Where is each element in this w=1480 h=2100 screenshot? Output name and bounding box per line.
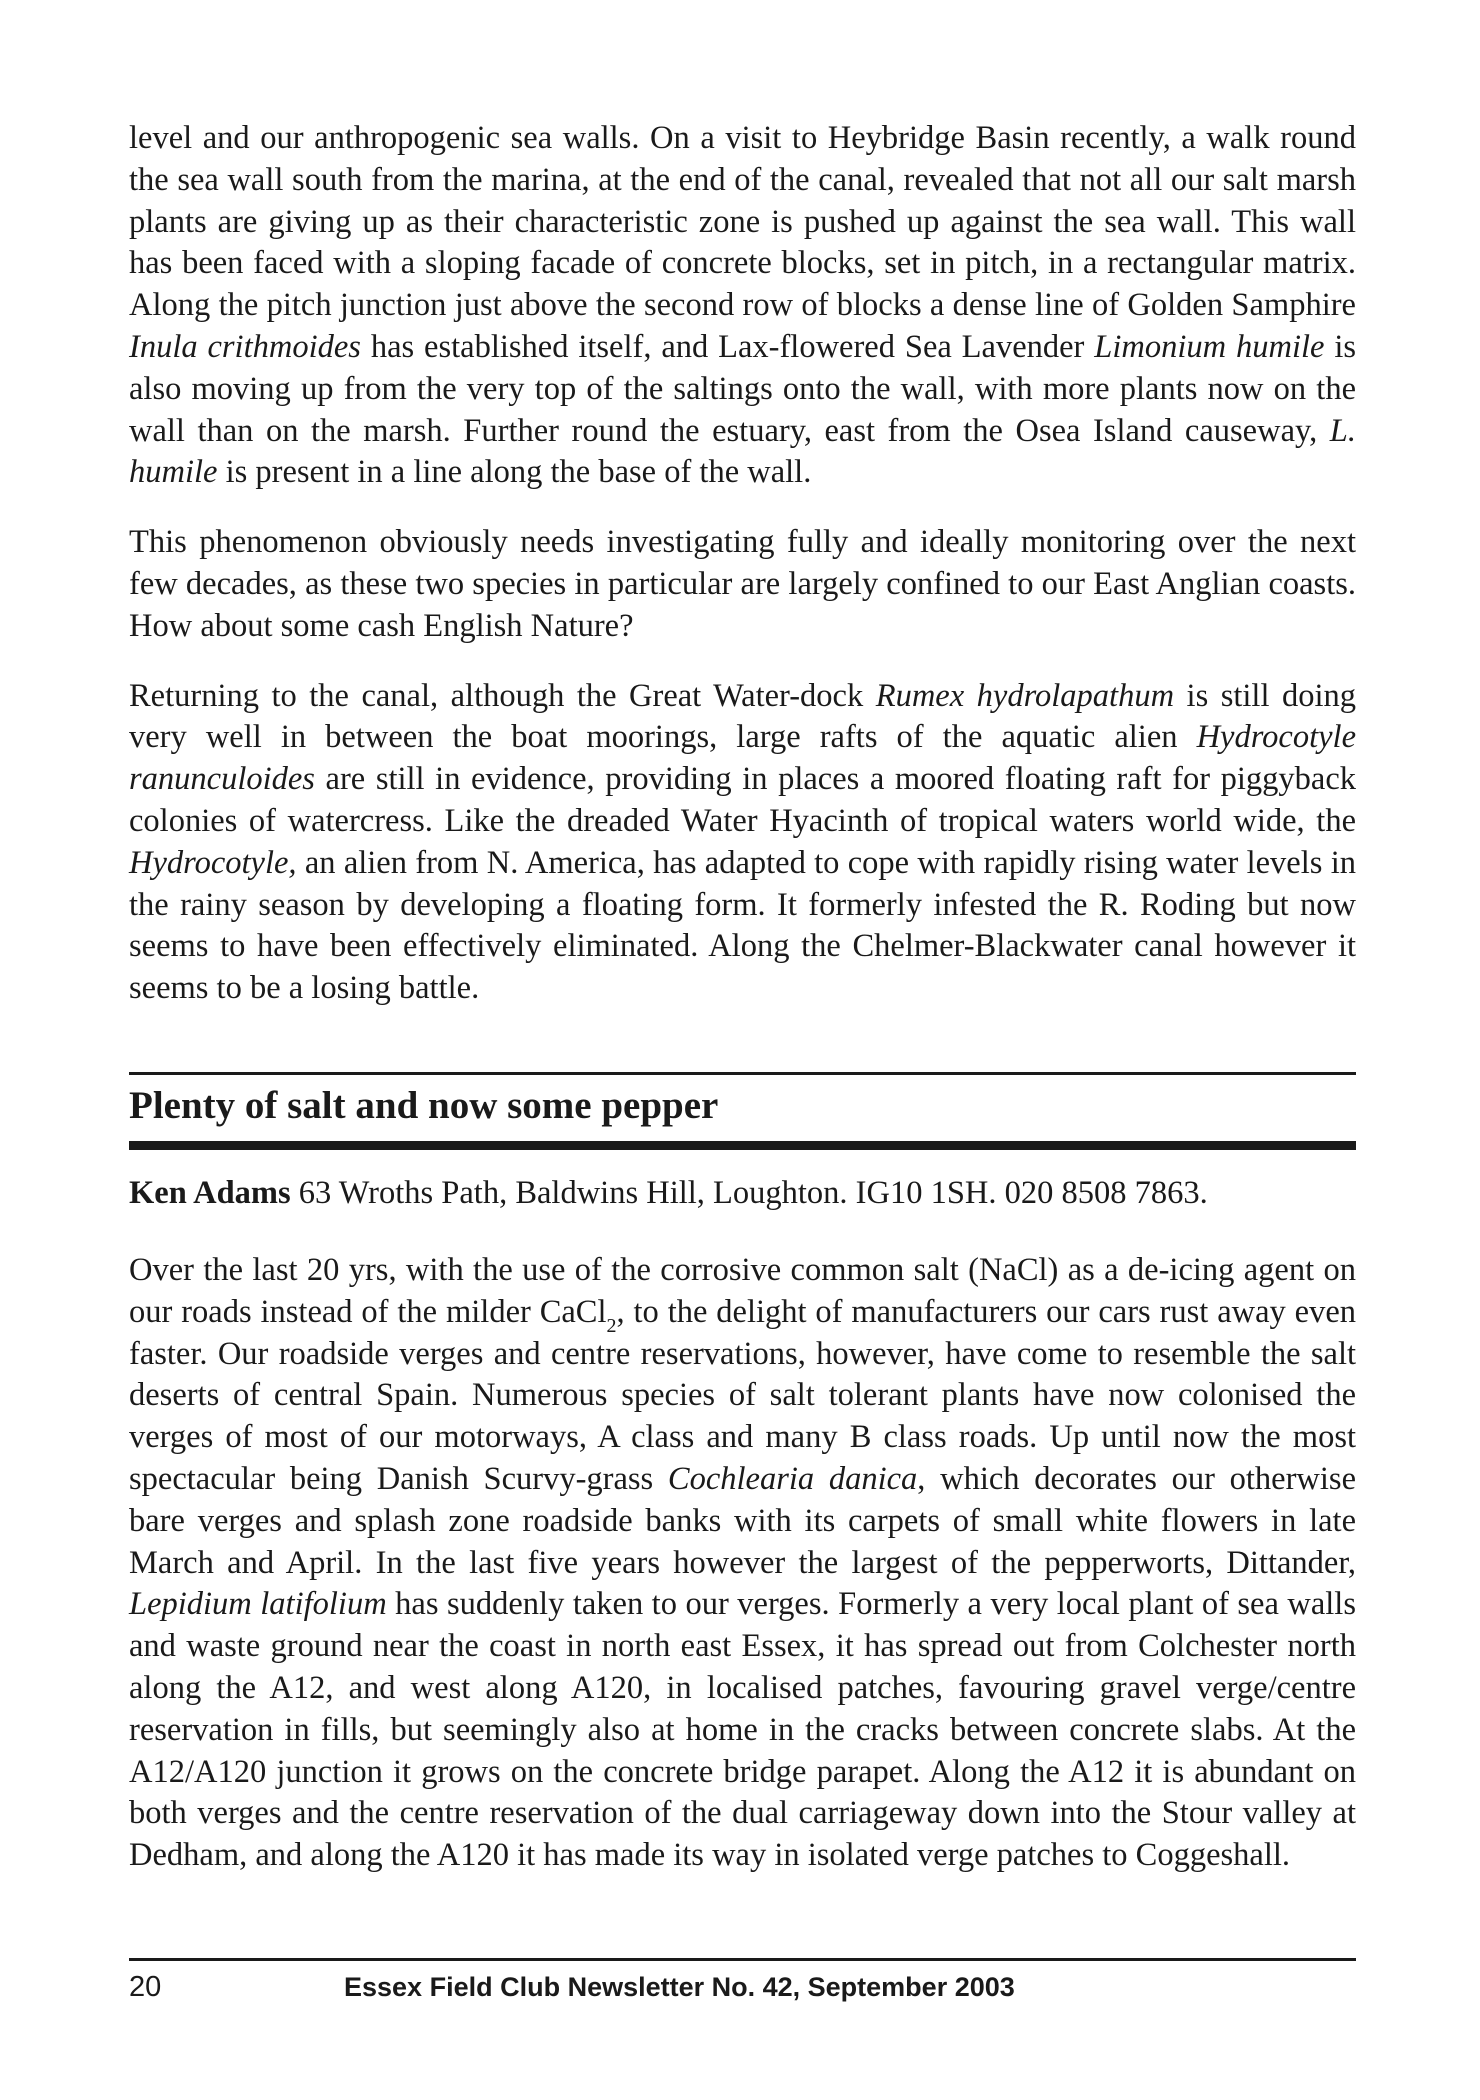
page-footer xyxy=(129,1958,1356,2007)
author-name: Ken Adams xyxy=(129,1174,291,1211)
text-run: Returning to the canal, although the Great Water-dock xyxy=(129,677,876,714)
paragraph-canal xyxy=(129,676,1356,1010)
species-name: Inula crithmoides xyxy=(129,328,361,365)
heading-top-rule xyxy=(129,1072,1356,1075)
species-name: Lepidium latifolium xyxy=(129,1586,387,1623)
author-address: 63 Wroths Path, Baldwins Hill, Loughton. IG10 1SH. 020 8508 7863. xyxy=(290,1174,1208,1211)
paragraph-sea-walls xyxy=(129,118,1356,494)
heading-bottom-rule xyxy=(129,1141,1356,1150)
footer-row xyxy=(129,1967,1356,2007)
footer-rule xyxy=(129,1958,1356,1961)
species-name: L. humile xyxy=(129,412,1356,491)
text-run: , which decorates our otherwise bare verges and splash zone roadside banks with its carpets of small white flowers in late March and April. In the last five years however the largest of the pepperworts, Dittander, xyxy=(129,1460,1356,1581)
text-run: is also moving up from the very top of the saltings onto the wall, with more plants now on the wall than on the marsh. Further round the estuary, east from the Osea Island causeway, xyxy=(129,328,1356,449)
species-name: Hydrocotyle ranunculoides xyxy=(129,719,1356,798)
text-run: has suddenly taken to our verges. Formerly a very local plant of sea walls and waste ground near the coast in north east Essex, it has spread out from Colchester north along the A12, and west along A120, in localised patches, favouring gravel verge/centre reservation in fills, but seemingly also at home in the cracks between concrete slabs. At the A12/A120 junction it grows on the concrete bridge parapet. Along the A12 it is abundant on both verges and the centre reservation of the dual carriageway down into the Stour valley at Dedham, and along the A120 it has made its way in isolated verge patches to Coggeshall. xyxy=(129,1586,1356,1874)
article-page xyxy=(129,118,1356,1877)
paragraph-salt-verges xyxy=(129,1250,1356,1877)
paragraph-monitoring xyxy=(129,522,1356,647)
page-number: 20 xyxy=(129,1971,162,2003)
text-run: is present in a line along the base of the wall. xyxy=(217,454,812,491)
species-name: Hydrocotyle, xyxy=(129,844,297,881)
section-header xyxy=(129,1072,1356,1150)
section-heading: Plenty of salt and now some pepper xyxy=(129,1083,719,1127)
text-run: , to the delight of manufacturers our cars rust away even faster. Our roadside verges and centre reservations, however, have come to resemble the salt deserts of central Spain. Numerous species of salt tolerant plants have now colonised the verges of most of our motorways, A class and many B class roads. Up until now the most spectacular being Danish Scurvy-grass xyxy=(129,1293,1356,1497)
species-name: Rumex hydrolapathum xyxy=(875,677,1175,714)
text-run: has established itself, and Lax-flowered Sea Lavender xyxy=(360,328,1095,365)
publication-title: Essex Field Club Newsletter No. 42, September 2003 xyxy=(344,1972,1015,2002)
species-name: Limonium humile xyxy=(1094,328,1325,365)
text-run: Over the last 20 yrs, with the use of the corrosive common salt (NaCl) as a de-icing agent on our roads instead of the milder CaCl xyxy=(129,1251,1356,1330)
text-run: is still doing very well in between the boat moorings, large rafts of the aquatic alien xyxy=(129,677,1356,756)
text-run: are still in evidence, providing in places a moored floating raft for piggyback colonies of watercress. Like the dreaded Water Hyacinth of tropical waters world wide, the xyxy=(129,761,1356,839)
species-name: Cochlearia danica xyxy=(667,1460,918,1497)
subscript: 2 xyxy=(606,1314,617,1337)
text-run: This phenomenon obviously needs investigating fully and ideally monitoring over the next few decades, as these two species in particular are largely confined to our East Anglian coasts. How about some cash English Nature? xyxy=(129,524,1356,644)
author-byline xyxy=(129,1172,1356,1214)
text-run: level and our anthropogenic sea walls. On a visit to Heybridge Basin recently, a walk round the sea wall south from the marina, at the end of the canal, revealed that not all our salt marsh plants are giving up as their characteristic zone is pushed up against the sea wall. This wall has been faced with a sloping facade of concrete blocks, set in pitch, in a rectangular matrix. Along the pitch junction just above the second row of blocks a dense line of Golden Samphire xyxy=(129,120,1356,324)
text-run: an alien from N. America, has adapted to cope with rapidly rising water levels in the rainy season by developing a floating form. It formerly infested the R. Roding but now seems to have been effectively eliminated. Along the Chelmer-Blackwater canal however it seems to be a losing battle. xyxy=(129,844,1356,1007)
